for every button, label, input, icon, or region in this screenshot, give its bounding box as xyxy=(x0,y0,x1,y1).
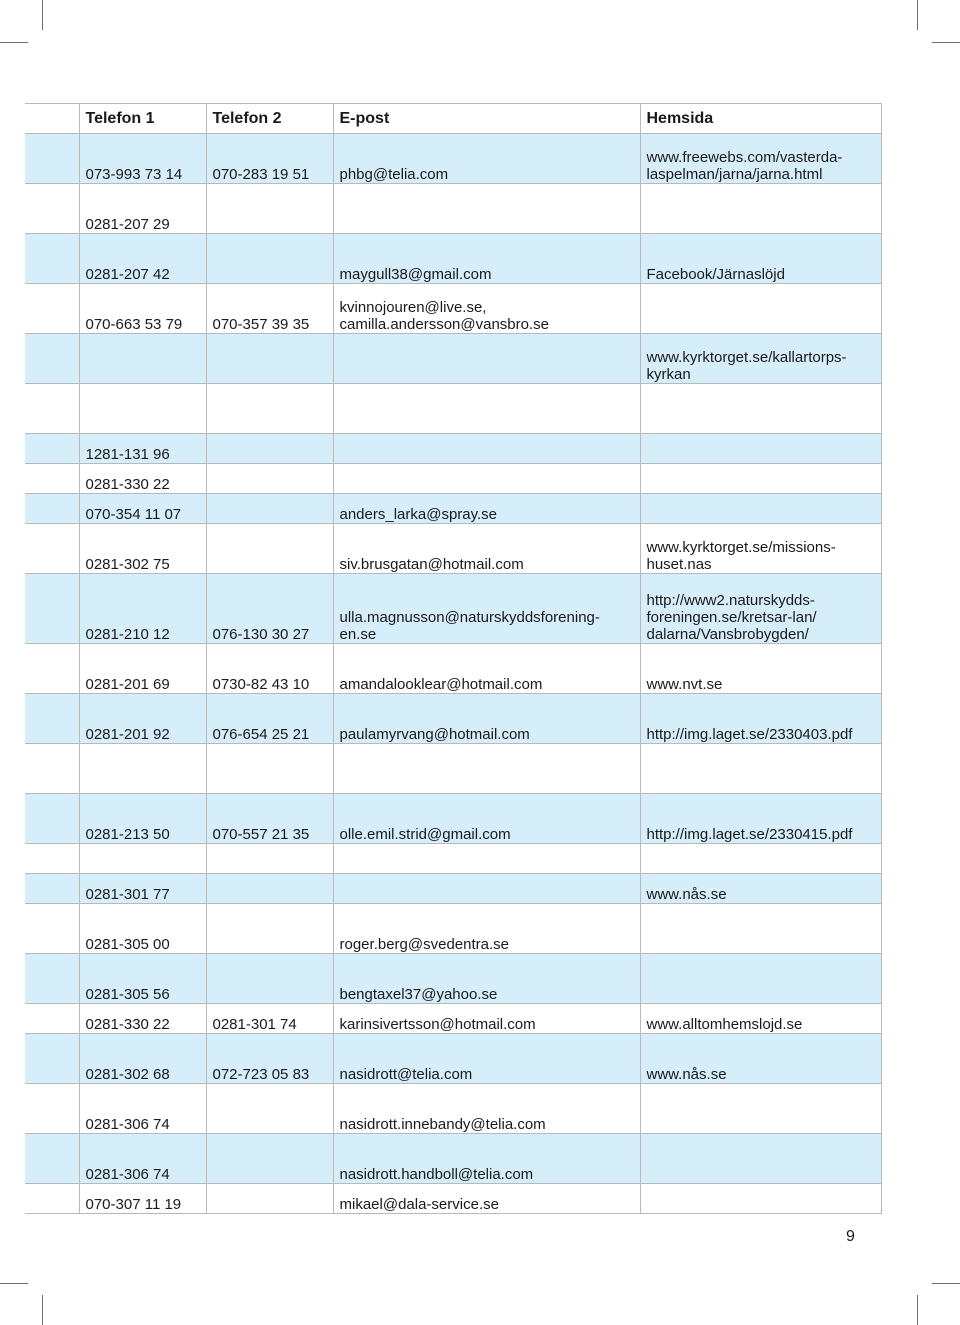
cell-e-post: karinsivertsson@hotmail.com xyxy=(333,1004,640,1034)
cell-hemsida xyxy=(640,744,881,794)
cell-telefon-1: 0281-210 12 xyxy=(79,574,206,644)
row-margin-cell xyxy=(25,744,79,794)
cell-telefon-2: 076-130 30 27 xyxy=(206,574,333,644)
cell-hemsida xyxy=(640,434,881,464)
cell-e-post: nasidrott@telia.com xyxy=(333,1034,640,1084)
cell-telefon-1 xyxy=(79,744,206,794)
cell-telefon-2: 076-654 25 21 xyxy=(206,694,333,744)
row-margin-cell xyxy=(25,184,79,234)
header-telefon-1: Telefon 1 xyxy=(79,104,206,134)
cell-e-post: roger.berg@svedentra.se xyxy=(333,904,640,954)
table-row xyxy=(25,464,881,494)
crop-mark-bottom-left-h xyxy=(0,1283,28,1284)
cell-telefon-2 xyxy=(206,904,333,954)
cell-hemsida xyxy=(640,904,881,954)
cell-hemsida: Facebook/Järnaslöjd xyxy=(640,234,881,284)
crop-mark-bottom-right-h xyxy=(932,1283,960,1284)
table-row xyxy=(25,524,881,574)
cell-e-post: nasidrott.handboll@telia.com xyxy=(333,1134,640,1184)
cell-hemsida xyxy=(640,1134,881,1184)
table-row xyxy=(25,1084,881,1134)
cell-telefon-2 xyxy=(206,744,333,794)
cell-hemsida: www.kyrktorget.se/missions- huset.nas xyxy=(640,524,881,574)
cell-e-post: kvinnojouren@live.se, camilla.andersson@vansbro.se xyxy=(333,284,640,334)
header-e-post: E-post xyxy=(333,104,640,134)
cell-telefon-1 xyxy=(79,334,206,384)
cell-telefon-2 xyxy=(206,184,333,234)
table-row xyxy=(25,1134,881,1184)
cell-hemsida: www.freewebs.com/vasterda- laspelman/jarna/jarna.html xyxy=(640,134,881,184)
cell-e-post: anders_larka@spray.se xyxy=(333,494,640,524)
cell-telefon-1: 0281-207 29 xyxy=(79,184,206,234)
cell-telefon-2 xyxy=(206,1184,333,1214)
table-row xyxy=(25,794,881,844)
cell-telefon-1: 0281-330 22 xyxy=(79,1004,206,1034)
cell-telefon-2 xyxy=(206,524,333,574)
cell-e-post xyxy=(333,334,640,384)
page-number: 9 xyxy=(846,1228,855,1245)
cell-e-post: paulamyrvang@hotmail.com xyxy=(333,694,640,744)
cell-telefon-2 xyxy=(206,874,333,904)
cell-hemsida: www.alltomhemslojd.se xyxy=(640,1004,881,1034)
cell-telefon-1: 0281-301 77 xyxy=(79,874,206,904)
cell-telefon-1: 0281-302 75 xyxy=(79,524,206,574)
cell-telefon-2 xyxy=(206,434,333,464)
cell-e-post: olle.emil.strid@gmail.com xyxy=(333,794,640,844)
cell-hemsida: http://www2.naturskydds- foreningen.se/kretsar-lan/ dalarna/Vansbrobygden/ xyxy=(640,574,881,644)
cell-telefon-2 xyxy=(206,1084,333,1134)
crop-mark-top-left-h xyxy=(0,42,28,43)
cell-hemsida xyxy=(640,494,881,524)
row-margin-cell xyxy=(25,844,79,874)
row-margin-cell xyxy=(25,134,79,184)
cell-e-post xyxy=(333,184,640,234)
table-row xyxy=(25,574,881,644)
cell-telefon-2 xyxy=(206,384,333,434)
table-row xyxy=(25,644,881,694)
cell-hemsida xyxy=(640,1184,881,1214)
crop-mark-top-left xyxy=(42,0,43,30)
cell-e-post xyxy=(333,464,640,494)
cell-telefon-2: 070-557 21 35 xyxy=(206,794,333,844)
cell-telefon-1: 0281-201 92 xyxy=(79,694,206,744)
cell-telefon-1: 0281-306 74 xyxy=(79,1084,206,1134)
cell-telefon-1: 0281-305 00 xyxy=(79,904,206,954)
cell-e-post xyxy=(333,874,640,904)
row-margin-cell xyxy=(25,1084,79,1134)
header-telefon-2: Telefon 2 xyxy=(206,104,333,134)
cell-telefon-1 xyxy=(79,844,206,874)
cell-e-post: bengtaxel37@yahoo.se xyxy=(333,954,640,1004)
cell-hemsida: www.nås.se xyxy=(640,1034,881,1084)
crop-mark-bottom-left xyxy=(42,1295,43,1325)
table-row xyxy=(25,844,881,874)
table-row xyxy=(25,334,881,384)
table-row xyxy=(25,954,881,1004)
header-blank xyxy=(25,104,79,134)
cell-telefon-2 xyxy=(206,954,333,1004)
table-row xyxy=(25,434,881,464)
cell-e-post: siv.brusgatan@hotmail.com xyxy=(333,524,640,574)
crop-mark-top-right xyxy=(917,0,918,30)
cell-hemsida xyxy=(640,464,881,494)
cell-telefon-1: 1281-131 96 xyxy=(79,434,206,464)
cell-telefon-1: 0281-306 74 xyxy=(79,1134,206,1184)
table-row xyxy=(25,1184,881,1214)
cell-telefon-1: 073-993 73 14 xyxy=(79,134,206,184)
row-margin-cell xyxy=(25,874,79,904)
cell-hemsida xyxy=(640,954,881,1004)
cell-e-post: amandalooklear@hotmail.com xyxy=(333,644,640,694)
cell-telefon-1: 070-307 11 19 xyxy=(79,1184,206,1214)
cell-telefon-2 xyxy=(206,464,333,494)
row-margin-cell xyxy=(25,904,79,954)
crop-mark-top-right-h xyxy=(932,42,960,43)
row-margin-cell xyxy=(25,644,79,694)
cell-telefon-1: 0281-305 56 xyxy=(79,954,206,1004)
table-row xyxy=(25,284,881,334)
cell-hemsida: http://img.laget.se/2330415.pdf xyxy=(640,794,881,844)
table-row xyxy=(25,744,881,794)
cell-e-post: maygull38@gmail.com xyxy=(333,234,640,284)
cell-telefon-1: 0281-330 22 xyxy=(79,464,206,494)
cell-telefon-2: 072-723 05 83 xyxy=(206,1034,333,1084)
row-margin-cell xyxy=(25,1004,79,1034)
cell-e-post xyxy=(333,744,640,794)
cell-e-post xyxy=(333,384,640,434)
table-row xyxy=(25,494,881,524)
cell-telefon-2 xyxy=(206,1134,333,1184)
cell-telefon-2 xyxy=(206,844,333,874)
table-header-row xyxy=(25,104,881,134)
row-margin-cell xyxy=(25,1184,79,1214)
cell-e-post: phbg@telia.com xyxy=(333,134,640,184)
cell-hemsida: www.kyrktorget.se/kallartorps- kyrkan xyxy=(640,334,881,384)
row-margin-cell xyxy=(25,524,79,574)
cell-telefon-1: 0281-201 69 xyxy=(79,644,206,694)
row-margin-cell xyxy=(25,794,79,844)
contact-table xyxy=(25,103,882,1214)
row-margin-cell xyxy=(25,574,79,644)
cell-e-post: mikael@dala-service.se xyxy=(333,1184,640,1214)
row-margin-cell xyxy=(25,494,79,524)
table-row xyxy=(25,694,881,744)
cell-telefon-1: 070-354 11 07 xyxy=(79,494,206,524)
crop-mark-bottom-right xyxy=(917,1295,918,1325)
row-margin-cell xyxy=(25,464,79,494)
table-row xyxy=(25,904,881,954)
cell-hemsida xyxy=(640,184,881,234)
table-row xyxy=(25,874,881,904)
cell-hemsida: www.nvt.se xyxy=(640,644,881,694)
cell-telefon-2: 070-357 39 35 xyxy=(206,284,333,334)
cell-telefon-2 xyxy=(206,494,333,524)
row-margin-cell xyxy=(25,234,79,284)
cell-hemsida: www.nås.se xyxy=(640,874,881,904)
cell-hemsida xyxy=(640,844,881,874)
cell-telefon-2 xyxy=(206,334,333,384)
table-row xyxy=(25,184,881,234)
cell-telefon-1: 0281-207 42 xyxy=(79,234,206,284)
cell-hemsida xyxy=(640,384,881,434)
row-margin-cell xyxy=(25,1134,79,1184)
table-row xyxy=(25,384,881,434)
table-row xyxy=(25,1034,881,1084)
cell-telefon-2 xyxy=(206,234,333,284)
row-margin-cell xyxy=(25,284,79,334)
cell-e-post xyxy=(333,434,640,464)
table-row xyxy=(25,134,881,184)
cell-hemsida: http://img.laget.se/2330403.pdf xyxy=(640,694,881,744)
table-row xyxy=(25,1004,881,1034)
row-margin-cell xyxy=(25,1034,79,1084)
row-margin-cell xyxy=(25,694,79,744)
cell-e-post: ulla.magnusson@naturskyddsforening- en.se xyxy=(333,574,640,644)
cell-telefon-1: 0281-213 50 xyxy=(79,794,206,844)
cell-telefon-1 xyxy=(79,384,206,434)
cell-telefon-2: 070-283 19 51 xyxy=(206,134,333,184)
cell-hemsida xyxy=(640,1084,881,1134)
cell-e-post: nasidrott.innebandy@telia.com xyxy=(333,1084,640,1134)
row-margin-cell xyxy=(25,954,79,1004)
table-row xyxy=(25,234,881,284)
cell-telefon-1: 070-663 53 79 xyxy=(79,284,206,334)
cell-hemsida xyxy=(640,284,881,334)
cell-telefon-2: 0730-82 43 10 xyxy=(206,644,333,694)
row-margin-cell xyxy=(25,384,79,434)
cell-telefon-1: 0281-302 68 xyxy=(79,1034,206,1084)
row-margin-cell xyxy=(25,434,79,464)
cell-telefon-2: 0281-301 74 xyxy=(206,1004,333,1034)
header-hemsida: Hemsida xyxy=(640,104,881,134)
row-margin-cell xyxy=(25,334,79,384)
cell-e-post xyxy=(333,844,640,874)
